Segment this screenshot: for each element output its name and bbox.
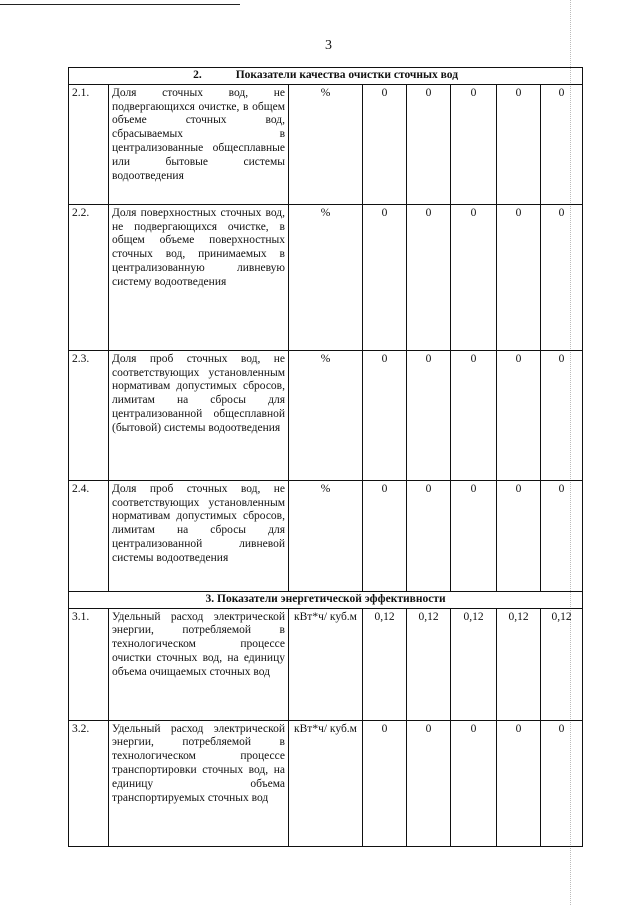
unit-cell: % [289, 204, 363, 350]
value-cell: 0 [451, 720, 497, 846]
section-header [69, 591, 583, 608]
value-cell: 0 [541, 720, 583, 846]
value-cell: 0 [363, 720, 407, 846]
value-cell: 0 [541, 480, 583, 591]
top-rule [0, 4, 240, 5]
section-title: Показатели качества очистки сточных вод [235, 69, 459, 81]
value-cell: 0,12 [497, 608, 541, 720]
indicator-name: Доля сточных вод, не подвергающихся очистке, в общем объеме сточных вод, сбрасываемых в централизованные общесплавные или бытовые системы водоотведения [109, 84, 289, 204]
value-cell: 0 [363, 350, 407, 480]
indicator-name: Удельный расход электрической энергии, потребляемой в технологическом процессе транспортировки сточных вод, на единицу объема транспортируемых сточных вод [109, 720, 289, 846]
section-header [69, 68, 583, 85]
indicator-name: Доля проб сточных вод, не соответствующих установленным нормативам допустимых сбросов, лимитам на сбросы для централизованной общесплавной (бытовой) системы водоотведения [109, 350, 289, 480]
value-cell: 0 [497, 480, 541, 591]
value-cell: 0 [541, 84, 583, 204]
value-cell: 0 [407, 84, 451, 204]
row-number: 2.2. [69, 204, 109, 350]
value-cell: 0,12 [541, 608, 583, 720]
table-row [69, 480, 583, 591]
value-cell: 0 [363, 480, 407, 591]
section-title: 3. Показатели энергетической эффективности [205, 592, 446, 605]
value-cell: 0 [407, 204, 451, 350]
table-row [69, 608, 583, 720]
row-number: 2.1. [69, 84, 109, 204]
indicator-name: Удельный расход электрической энергии, потребляемой в технологическом процессе очистки сточных вод, на единицу объема очищаемых сточных вод [109, 608, 289, 720]
page-number: 3 [325, 38, 332, 53]
unit-cell: кВт*ч/ куб.м [289, 608, 363, 720]
row-number: 3.1. [69, 608, 109, 720]
row-number: 3.2. [69, 720, 109, 846]
indicator-name: Доля поверхностных сточных вод, не подвергающихся очистке, в общем объеме поверхностных сточных вод, принимаемых в централизованную ливневую систему водоотведения [109, 204, 289, 350]
value-cell: 0 [497, 350, 541, 480]
section-header-row [69, 591, 583, 608]
value-cell: 0,12 [407, 608, 451, 720]
value-cell: 0 [363, 204, 407, 350]
value-cell: 0 [451, 480, 497, 591]
unit-cell: кВт*ч/ куб.м [289, 720, 363, 846]
value-cell: 0 [407, 720, 451, 846]
value-cell: 0 [451, 204, 497, 350]
table-row [69, 720, 583, 846]
value-cell: 0 [541, 204, 583, 350]
value-cell: 0 [363, 84, 407, 204]
value-cell: 0,12 [451, 608, 497, 720]
value-cell: 0 [541, 350, 583, 480]
unit-cell: % [289, 480, 363, 591]
unit-cell: % [289, 350, 363, 480]
row-number: 2.4. [69, 480, 109, 591]
table-row [69, 204, 583, 350]
indicator-name: Доля проб сточных вод, не соответствующих установленным нормативам допустимых сбросов, лимитам на сбросы для централизованной ливневой системы водоотведения [109, 480, 289, 591]
section-header-row [69, 68, 583, 85]
indicators-table [68, 67, 583, 847]
unit-cell: % [289, 84, 363, 204]
value-cell: 0 [407, 350, 451, 480]
table-row [69, 84, 583, 204]
value-cell: 0,12 [363, 608, 407, 720]
value-cell: 0 [407, 480, 451, 591]
value-cell: 0 [497, 84, 541, 204]
value-cell: 0 [451, 350, 497, 480]
row-number: 2.3. [69, 350, 109, 480]
value-cell: 0 [497, 204, 541, 350]
value-cell: 0 [451, 84, 497, 204]
value-cell: 0 [497, 720, 541, 846]
table-row [69, 350, 583, 480]
section-number: 2. [193, 69, 202, 81]
